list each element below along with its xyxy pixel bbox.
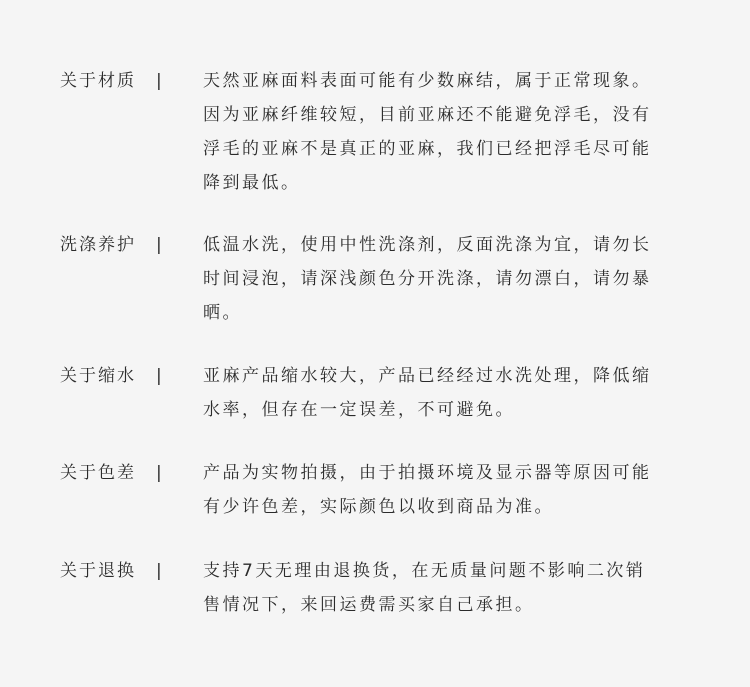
note-line: 浮毛的亚麻不是真正的亚麻，我们已经把浮毛尽可能: [203, 139, 652, 159]
note-content: [203, 359, 695, 427]
note-line: 水率，但存在一定误差，不可避免。: [203, 400, 515, 420]
note-label: 关于缩水: [60, 366, 136, 386]
divider: |: [156, 463, 162, 483]
note-line: 因为亚麻纤维较短，目前亚麻还不能避免浮毛，没有: [203, 105, 652, 125]
note-content: [203, 64, 695, 200]
note-content: [203, 228, 695, 330]
note-content: [203, 554, 695, 622]
divider: |: [156, 561, 162, 581]
note-line: 低温水洗，使用中性洗涤剂，反面洗涤为宜，请勿长: [203, 235, 652, 255]
note-line: 降到最低。: [203, 173, 301, 193]
divider: |: [156, 71, 162, 91]
note-label: 洗涤养护: [60, 235, 136, 255]
note-line: 售情况下，来回运费需买家自己承担。: [203, 595, 535, 615]
note-label: 关于色差: [60, 463, 136, 483]
note-line: 有少许色差，实际颜色以收到商品为准。: [203, 497, 554, 517]
note-content: [203, 456, 695, 524]
note-label: 关于退换: [60, 561, 136, 581]
divider: |: [156, 366, 162, 386]
note-line: 亚麻产品缩水较大，产品已经经过水洗处理，降低缩: [203, 366, 652, 386]
note-line: 晒。: [203, 303, 242, 323]
note-line: 支持7天无理由退换货，在无质量问题不影响二次销: [203, 561, 646, 581]
note-label: 关于材质: [60, 71, 136, 91]
note-line: 时间浸泡，请深浅颜色分开洗涤，请勿漂白，请勿暴: [203, 269, 652, 289]
divider: |: [156, 235, 162, 255]
note-line: 天然亚麻面料表面可能有少数麻结，属于正常现象。: [203, 71, 652, 91]
note-line: 产品为实物拍摄，由于拍摄环境及显示器等原因可能: [203, 463, 652, 483]
